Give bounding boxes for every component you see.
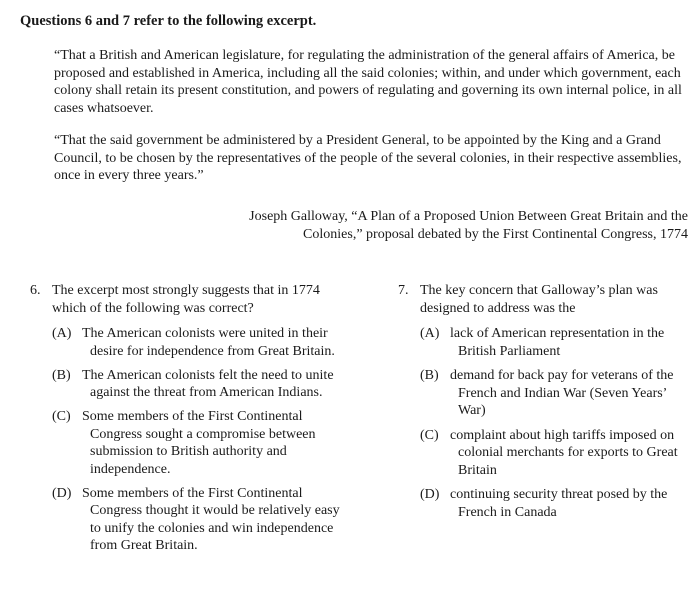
- answer-option-a[interactable]: [52, 325, 350, 360]
- answer-option-b[interactable]: [420, 367, 690, 420]
- answer-option-d[interactable]: [52, 485, 350, 555]
- option-text: Some members of the First Continental Congress thought it would be relatively easy to unify the colonies and win independence from Great Britain.: [82, 485, 340, 553]
- option-letter: (C): [420, 427, 439, 443]
- option-letter: (C): [52, 409, 71, 424]
- excerpt-attribution: Joseph Galloway, “A Plan of a Proposed Union Between Great Britain and the Colonies,” proposal debated by the First Continental Congress, 1774: [249, 209, 688, 242]
- option-text: complaint about high tariffs imposed on colonial merchants for exports to Great Britain: [450, 427, 678, 478]
- option-letter: (B): [52, 367, 71, 383]
- option-text: demand for back pay for veterans of the French and Indian War (Seven Years’ War): [450, 368, 674, 418]
- question-6: [30, 282, 350, 561]
- question-stem: [30, 282, 350, 317]
- answer-option-d[interactable]: [420, 486, 690, 521]
- option-text: Some members of the First Continental Congress sought a compromise between submission to British authority and independence.: [82, 409, 316, 477]
- option-text: continuing security threat posed by the French in Canada: [450, 487, 668, 520]
- option-text: The American colonists were united in their desire for independence from Great Britain.: [82, 326, 335, 359]
- option-letter: (D): [52, 485, 72, 501]
- question-number: 6.: [30, 283, 41, 298]
- answer-option-c[interactable]: [420, 427, 690, 480]
- option-letter: (B): [420, 368, 439, 383]
- answer-option-b[interactable]: [52, 367, 350, 402]
- option-text: lack of American representation in the British Parliament: [450, 326, 665, 359]
- excerpt-paragraph-2: “That the said government be administered by a President General, to be appointed by the King and a Grand Council, to be chosen by the representatives of the people of the several colonies, in their respective assemblies, once in every three years.”: [54, 133, 682, 183]
- answer-options: [30, 325, 350, 555]
- excerpt-paragraph-1: “That a British and American legislature, for regulating the administration of the general affairs of America, be proposed and established in America, including all the said colonies; within, and under which government, each colony shall retain its present constitution, and powers of regulating and governing its own internal police, in all cases whatsoever.: [54, 48, 682, 116]
- option-letter: (A): [420, 326, 440, 341]
- answer-option-c[interactable]: [52, 408, 350, 478]
- question-stem: [398, 282, 690, 317]
- question-number: 7.: [398, 283, 409, 298]
- section-heading: Questions 6 and 7 refer to the following excerpt.: [20, 13, 317, 29]
- answer-options: [398, 325, 690, 521]
- option-letter: (D): [420, 487, 440, 502]
- question-text: The excerpt most strongly suggests that in 1774 which of the following was correct?: [52, 283, 320, 316]
- question-text: The key concern that Galloway’s plan was designed to address was the: [420, 283, 658, 316]
- option-text: The American colonists felt the need to unite against the threat from American Indians.: [82, 367, 334, 400]
- option-letter: (A): [52, 326, 72, 341]
- question-7: [398, 282, 690, 528]
- answer-option-a[interactable]: [420, 325, 690, 360]
